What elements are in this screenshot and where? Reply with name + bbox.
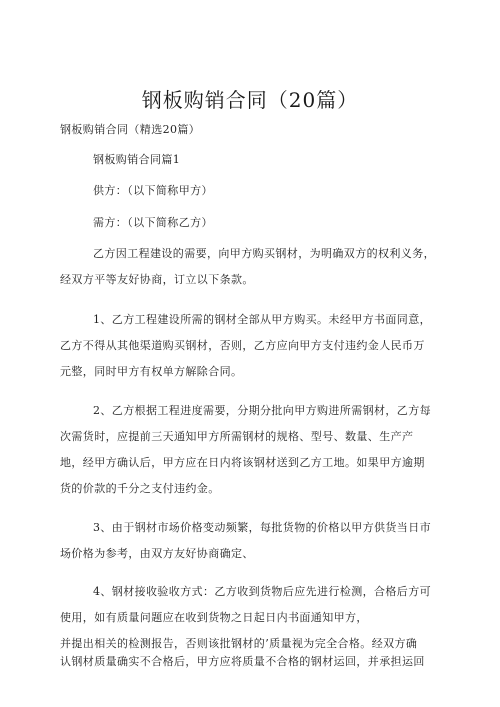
clause-1-line: 元整，同时甲方有权单方解除合同。 (60, 365, 243, 378)
clause-4-line: 认钢材质量确实不合格后，甲方应将质量不合格的钢材运回，并承担运回 (60, 655, 425, 668)
clause-1-line: 乙方不得从其他渠道购买钢材，否则，乙方应向甲方支付违约金人民币万 (60, 339, 425, 352)
clause-2-line: 次需货时，应提前三天通知甲方所需钢材的规格、型号、数量、生产产 (60, 430, 414, 443)
intro-line: 经双方平等友好协商，订立以下条款。 (60, 273, 254, 286)
section-heading: 钢板购销合同篇1 (93, 153, 181, 166)
document-subtitle: 钢板购销合同（精选20篇） (60, 123, 201, 136)
clause-4-line: 4、钢材接收验收方式：乙方收到货物后应先进行检测，合格后方可 (93, 585, 431, 598)
clause-1-line: 1、乙方工程建设所需的钢材全部从甲方购买。未经甲方书面同意， (93, 313, 431, 326)
page-title: 钢板购销合同（20篇） (141, 88, 359, 112)
clause-2-line: 货的价款的千分之支付违约金。 (60, 482, 220, 495)
clause-4-line: 并提出相关的检测报告，否则该批钢材的’质量视为完全合格。经双方确 (60, 637, 418, 650)
intro-line: 乙方因工程建设的需要，向甲方购买钢材，为明确双方的权利义务， (93, 247, 435, 260)
clause-4-line: 使用，如有质量问题应在收到货物之日起日内书面通知甲方， (60, 611, 368, 624)
party-a-line: 供方：（以下简称甲方） (93, 184, 213, 197)
clause-3-line: 3、由于钢材市场价格变动频繁，每批货物的价格以甲方供货当日市 (93, 521, 431, 534)
party-b-line: 需方：（以下简称乙方） (93, 216, 213, 229)
clause-3-line: 场价格为参考，由双方友好协商确定、 (60, 547, 254, 560)
clause-2-line: 2、乙方根据工程进度需要，分期分批向甲方购进所需钢材，乙方每 (93, 404, 431, 417)
clause-2-line: 地，经甲方确认后，甲方应在日内将该钢材送到乙方工地。如果甲方逾期 (60, 456, 425, 469)
